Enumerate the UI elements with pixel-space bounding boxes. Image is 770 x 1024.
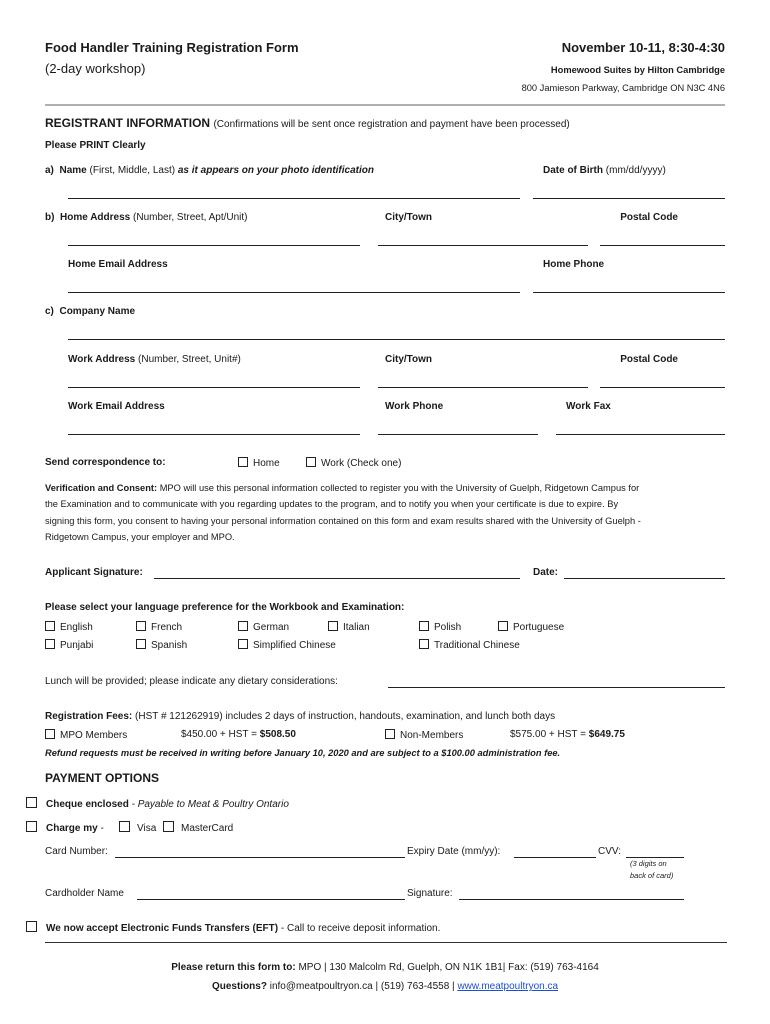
event-venue: Homewood Suites by Hilton Cambridge	[550, 65, 725, 75]
return-line: Please return this form to: MPO | 130 Malcolm Rd, Guelph, ON N1K 1B1| Fax: (519) 763-4164	[171, 962, 599, 973]
work-email-field[interactable]	[68, 434, 360, 435]
print-clearly-note: Please PRINT Clearly	[45, 140, 146, 151]
checkbox[interactable]	[498, 621, 508, 631]
lang-traditional-chinese[interactable]: Traditional Chinese	[419, 639, 520, 651]
nonmembers-checkbox[interactable]	[385, 729, 395, 739]
checkbox[interactable]	[419, 639, 429, 649]
applicant-signature-field[interactable]	[154, 578, 520, 579]
home-postal-label: Postal Code	[620, 212, 678, 223]
correspondence-work-option[interactable]: Work (Check one)	[306, 457, 401, 469]
dob-field[interactable]	[533, 198, 725, 199]
name-label: a) Name (First, Middle, Last) as it appears on your photo identification	[45, 165, 374, 176]
work-checkbox[interactable]	[306, 457, 316, 467]
work-postal-field[interactable]	[600, 387, 725, 388]
checkbox[interactable]	[328, 621, 338, 631]
work-phone-label: Work Phone	[385, 401, 444, 412]
questions-line: Questions? info@meatpoultryon.ca | (519) 763-4558 | www.meatpoultryon.ca	[211, 981, 559, 992]
charge-checkbox[interactable]	[26, 821, 37, 832]
home-email-label: Home Email Address	[68, 259, 168, 270]
home-address-field[interactable]	[68, 245, 360, 246]
company-label: c) Company Name	[45, 306, 136, 317]
work-fax-label: Work Fax	[566, 401, 611, 412]
cvv-hint-2: back of card)	[630, 871, 674, 880]
visa-option[interactable]: Visa	[119, 821, 156, 834]
lang-italian[interactable]: Italian	[328, 621, 370, 633]
charge-option[interactable]: Charge my -	[26, 821, 104, 834]
work-address-field[interactable]	[68, 387, 360, 388]
lang-portuguese[interactable]: Portuguese	[498, 621, 564, 633]
expiry-field[interactable]	[514, 857, 596, 858]
refund-note: Refund requests must be received in writing before January 10, 2020 and are subject to a $100.00 administration fee.	[45, 748, 561, 758]
event-date-time: November 10-11, 8:30-4:30	[561, 40, 725, 55]
signature-date-label: Date:	[533, 567, 559, 578]
consent-line-3: signing this form, you consent to having your personal information contained on this form and exam results shared with the University of Guelph -	[45, 516, 641, 526]
cvv-hint-1: (3 digits on	[630, 859, 667, 868]
home-phone-label: Home Phone	[543, 259, 605, 270]
fee-members-price: $450.00 + HST = $508.50	[181, 729, 296, 740]
language-prompt: Please select your language preference for the Workbook and Examination:	[45, 602, 405, 613]
checkbox[interactable]	[238, 621, 248, 631]
mastercard-option[interactable]: MasterCard	[163, 821, 233, 834]
form-subtitle: (2-day workshop)	[45, 61, 146, 76]
eft-option[interactable]: We now accept Electronic Funds Transfers (EFT) - Call to receive deposit information.	[26, 921, 440, 934]
cheque-option[interactable]: Cheque enclosed - Payable to Meat & Poultry Ontario	[26, 797, 289, 810]
eft-checkbox[interactable]	[26, 921, 37, 932]
applicant-signature-label: Applicant Signature:	[45, 567, 143, 578]
payment-heading: PAYMENT OPTIONS	[45, 771, 160, 785]
home-email-field[interactable]	[68, 292, 520, 293]
lunch-label: Lunch will be provided; please indicate any dietary considerations:	[45, 676, 338, 687]
work-address-label: Work Address (Number, Street, Unit#)	[68, 354, 241, 365]
card-signature-label: Signature:	[407, 888, 453, 899]
work-city-label: City/Town	[385, 354, 433, 365]
work-postal-label: Postal Code	[620, 354, 678, 365]
home-city-label: City/Town	[385, 212, 433, 223]
name-field[interactable]	[68, 198, 520, 199]
home-postal-field[interactable]	[600, 245, 725, 246]
lang-english[interactable]: English	[45, 621, 93, 633]
checkbox[interactable]	[419, 621, 429, 631]
checkbox[interactable]	[136, 621, 146, 631]
cvv-label: CVV:	[598, 846, 621, 857]
lang-german[interactable]: German	[238, 621, 289, 633]
checkbox[interactable]	[136, 639, 146, 649]
fees-line: Registration Fees: (HST # 121262919) includes 2 days of instruction, handouts, examination, and lunch both days	[45, 711, 556, 722]
card-number-field[interactable]	[115, 857, 405, 858]
lang-polish[interactable]: Polish	[419, 621, 461, 633]
work-fax-field[interactable]	[556, 434, 725, 435]
home-phone-field[interactable]	[533, 292, 725, 293]
fee-nonmembers-price: $575.00 + HST = $649.75	[510, 729, 625, 740]
home-city-field[interactable]	[378, 245, 588, 246]
registrant-heading: REGISTRANT INFORMATION (Confirmations will be sent once registration and payment have been processed)	[45, 116, 570, 130]
header-divider	[45, 104, 725, 106]
members-checkbox[interactable]	[45, 729, 55, 739]
correspondence-home-option[interactable]: Home	[238, 457, 280, 469]
signature-date-field[interactable]	[564, 578, 725, 579]
visa-checkbox[interactable]	[119, 821, 130, 832]
work-city-field[interactable]	[378, 387, 588, 388]
fee-nonmembers-option[interactable]: Non-Members	[385, 729, 463, 741]
fee-members-option[interactable]: MPO Members	[45, 729, 127, 741]
consent-line-2: the Examination and to communicate with you regarding updates to the program, and to notify you when your certificate is due to expire. By	[45, 499, 619, 509]
lang-punjabi[interactable]: Punjabi	[45, 639, 93, 651]
cvv-field[interactable]	[626, 857, 684, 858]
consent-line-4: Ridgetown Campus, your employer and MPO.	[45, 532, 235, 542]
checkbox[interactable]	[45, 639, 55, 649]
work-phone-field[interactable]	[378, 434, 538, 435]
home-address-label: b) Home Address (Number, Street, Apt/Unit)	[45, 212, 248, 223]
footer-divider	[45, 942, 727, 943]
home-checkbox[interactable]	[238, 457, 248, 467]
checkbox[interactable]	[45, 621, 55, 631]
work-email-label: Work Email Address	[68, 401, 165, 412]
lang-simplified-chinese[interactable]: Simplified Chinese	[238, 639, 336, 651]
cardholder-label: Cardholder Name	[45, 888, 124, 899]
card-number-label: Card Number:	[45, 846, 108, 857]
consent-line-1: Verification and Consent: MPO will use this personal information collected to register you with the University of Guelph, Ridgetown Campus for	[45, 483, 640, 493]
lang-spanish[interactable]: Spanish	[136, 639, 187, 651]
lang-french[interactable]: French	[136, 621, 182, 633]
correspondence-label: Send correspondence to:	[45, 457, 166, 468]
company-field[interactable]	[68, 339, 725, 340]
card-signature-field[interactable]	[459, 899, 684, 900]
dietary-field[interactable]	[388, 687, 725, 688]
checkbox[interactable]	[238, 639, 248, 649]
expiry-label: Expiry Date (mm/yy):	[407, 846, 501, 857]
dob-label: Date of Birth (mm/dd/yyyy)	[543, 165, 666, 176]
form-title: Food Handler Training Registration Form	[45, 40, 299, 55]
website-link[interactable]: www.meatpoultryon.ca	[457, 981, 559, 992]
cheque-checkbox[interactable]	[26, 797, 37, 808]
event-address: 800 Jamieson Parkway, Cambridge ON N3C 4N6	[521, 83, 725, 93]
cardholder-field[interactable]	[137, 899, 405, 900]
mastercard-checkbox[interactable]	[163, 821, 174, 832]
